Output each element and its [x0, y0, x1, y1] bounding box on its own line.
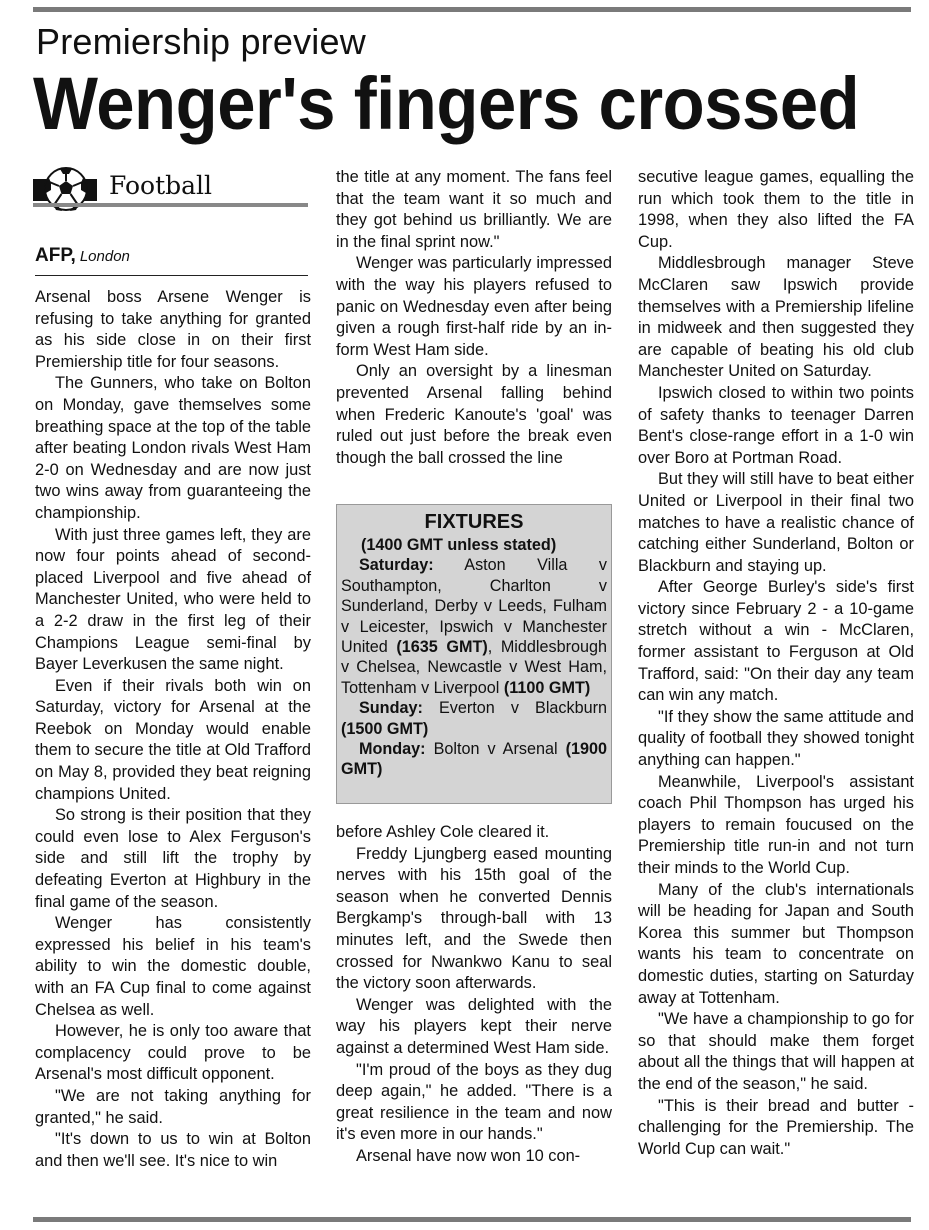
paragraph: "We are not taking anything for granted," he said. — [35, 1086, 311, 1127]
paragraph: Freddy Ljungberg eased mounting nerves with his 15th goal of the season when he converted Dennis Bergkamp's through-ball with 13 minutes left, and the Swede then crossed for Nwankwo Kanu to seal the victory soon afterwards. — [336, 844, 612, 993]
fixture-list: , Middlesbrough v Chelsea, Newcastle v West Ham, Tottenham v Liverpool — [341, 638, 607, 697]
kickoff-time: (1500 GMT) — [341, 719, 429, 738]
top-rule — [33, 7, 911, 12]
paragraph: The Gunners, who take on Bolton on Monday, gave themselves some breathing space at the top of the table after beating London rivals West Ham 2-0 on Wednesday and are now just two wins away from guaranteeing the championship. — [35, 374, 311, 522]
bottom-rule — [33, 1217, 911, 1222]
paragraph: Only an oversight by a linesman prevented Arsenal falling behind when Frederic Kanoute's 'goal' was ruled out just before the break even though the ball crossed the line — [336, 362, 612, 467]
paragraph: "This is their bread and butter - challenging for the Premiership. The World Cup can wait." — [638, 1096, 914, 1158]
paragraph: Wenger has consistently expressed his belief in his team's ability to win the domestic double, with an FA Cup final to come against Chelsea as well. — [35, 914, 311, 1019]
byline — [35, 243, 308, 276]
paragraph: Wenger was particularly impressed with the way his players refused to panic on Wednesday even after being given a rough first-half ride by an in-form West Ham side. — [336, 254, 612, 359]
section-label: Football — [109, 171, 213, 200]
fixtures-sunday — [341, 698, 607, 739]
paragraph: the title at any moment. The fans feel that the team want it so much and they got behind us brilliantly. We are in the final sprint now." — [336, 168, 612, 251]
kickoff-time: (1635 GMT) — [396, 638, 488, 657]
paragraph: Ipswich closed to within two points of safety thanks to teenager Darren Bent's close-range effort in a 1-0 win over Boro at Portman Road. — [638, 383, 914, 467]
paragraph: However, he is only too aware that complacency could prove to be Arsenal's most difficult opponent. — [35, 1022, 311, 1084]
day-label: Sunday: — [359, 699, 423, 718]
paragraph: Middlesbrough manager Steve McClaren saw Ipswich provide themselves with a Premiership lifeline in midweek and then suggested they are capable of beating his old club Manchester United on Saturday. — [638, 254, 914, 381]
fixtures-note: (1400 GMT unless stated) — [361, 536, 557, 554]
byline-place: London — [79, 248, 130, 265]
paragraph: With just three games left, they are now four points ahead of second-placed Liverpool and five ahead of Manchester United, who were held to a 2-2 draw in the first leg of their Champions League semi-final by Bayer Leverkusen the same night. — [35, 525, 311, 674]
paragraph: "We have a championship to go for so that should make them forget about all the things that will happen at the end of the season," he said. — [638, 1010, 914, 1093]
paragraph: "If they show the same attitude and quality of football they showed tonight anything can happen." — [638, 707, 914, 770]
fixture-list: Bolton v Arsenal — [433, 740, 558, 759]
paragraph: "It's down to us to win at Bolton and then we'll see. It's nice to win — [35, 1130, 311, 1170]
fixtures-saturday — [341, 555, 607, 698]
byline-agency: AFP, — [35, 245, 76, 266]
fixture-list: Aston Villa v Southampton, Charlton v Sunderland, Derby v Leeds, Fulham v Leicester, Ipswich v Manchester United — [341, 556, 608, 657]
article-column-3 — [638, 167, 914, 1160]
paragraph: Meanwhile, Liverpool's assistant coach Phil Thompson has urged his players to remain foucused on the Premiership title run-in and not turn their minds to the World Cup. — [638, 772, 914, 877]
paragraph: After George Burley's side's first victory since February 2 - a 10-game stretch without a win - McClaren, former assistant to Ferguson at Old Trafford, said: "On their day any team can win any match. — [638, 578, 914, 705]
article-column-2-top — [336, 167, 612, 469]
fixtures-box — [336, 504, 612, 804]
kickoff-time: (1900 GMT) — [341, 740, 607, 779]
paragraph: secutive league games, equalling the run which took them to the title in 1998, when they also lifted the FA Cup. — [638, 168, 914, 251]
paragraph: Arsenal boss Arsene Wenger is refusing to take anything for granted as his side close in on their first Premiership title for four seasons. — [35, 288, 311, 371]
headline: Wenger's fingers crossed — [33, 62, 860, 145]
day-label: Monday: — [359, 740, 426, 759]
paragraph: before Ashley Cole cleared it. — [336, 823, 550, 841]
section-rule — [33, 203, 308, 207]
article-column-2-bottom — [336, 822, 612, 1168]
kicker: Premiership preview — [36, 21, 366, 62]
fixtures-title: FIXTURES — [424, 511, 524, 533]
section-header — [33, 165, 308, 211]
fixture-list: Everton v Blackburn — [438, 699, 607, 718]
paragraph: Even if their rivals both win on Saturday, victory for Arsenal at the Reebok on Monday would enable them to secure the title at Old Trafford on May 8, provided they beat reigning champions United. — [35, 676, 311, 803]
article-column-1 — [35, 287, 311, 1172]
paragraph: So strong is their position that they could even lose to Alex Ferguson's side and still lift the trophy by defeating Everton at Highbury in the final game of the season. — [35, 806, 311, 911]
kickoff-time: (1100 GMT) — [503, 678, 591, 697]
paragraph: But they will still have to beat either United or Liverpool in their final two matches to have a realistic chance of catching either Sunderland, Bolton or Blackburn and staying up. — [638, 470, 915, 575]
paragraph: Arsenal have now won 10 con- — [356, 1146, 581, 1165]
day-label: Saturday: — [359, 556, 434, 575]
paragraph: "I'm proud of the boys as they dug deep again," he added. "There is a great resilience in the team and now it's even more in our hands." — [336, 1060, 612, 1144]
paragraph: Many of the club's internationals will be heading for Japan and South Korea this summer but Thompson wants his team to concentrate on domestic duties, starting on Saturday away at Tottenham. — [638, 880, 914, 1007]
paragraph: Wenger was delighted with the way his players kept their nerve against a determined West Ham side. — [336, 995, 612, 1057]
fixtures-monday — [341, 739, 607, 780]
